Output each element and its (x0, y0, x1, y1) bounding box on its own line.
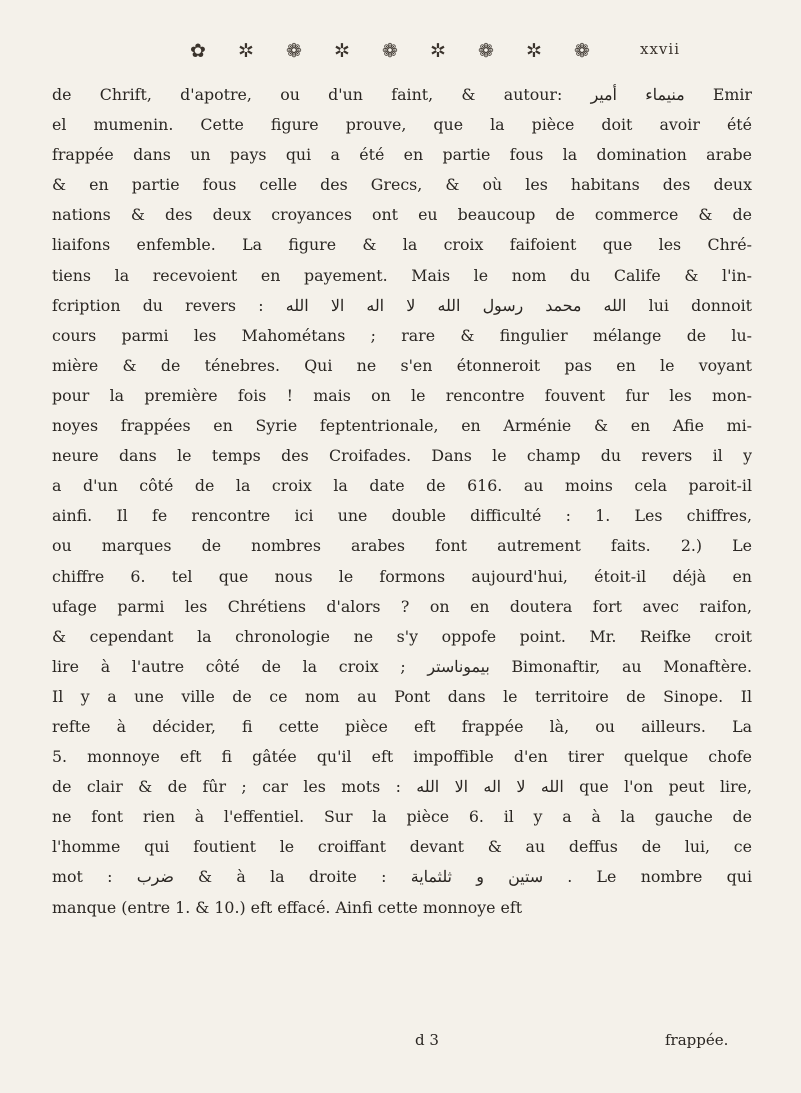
text-line: frappée dans un pays qui a été en partie fous la domination arabe (52, 145, 752, 165)
text-line: ou marques de nombres arabes font autrement faits. 2.) Le (52, 536, 752, 556)
text-line: ne font rien à l'effentiel. Sur la pièce 6. il y a à la gauche de (52, 807, 752, 827)
ornament-icon: ❁ (574, 40, 590, 62)
text-line: el mumenin. Cette figure prouve, que la pièce doit avoir été (52, 115, 752, 135)
text-line: pour la première fois ! mais on le rencontre fouvent fur les mon- (52, 385, 752, 405)
text-line: cours parmi les Mahométans ; rare & fingulier mélange de lu- (52, 325, 752, 345)
page-number: xxvii (640, 40, 680, 58)
text-line: manque (entre 1. & 10.) eft effacé. Ainfi cette monnoye eft (52, 897, 523, 917)
text-line: nations & des deux croyances ont eu beaucoup de commerce & de (52, 205, 752, 225)
body-text (52, 80, 752, 923)
text-line: & cependant la chronologie ne s'y oppofe point. Mr. Reifke croit (52, 626, 752, 646)
text-line: l'homme qui foutient le croiffant devant & au deffus de lui, ce (52, 837, 752, 857)
text-line: chiffre 6. tel que nous le formons aujourd'hui, étoit-il déjà en (52, 566, 752, 586)
text-line: neure dans le temps des Croifades. Dans le champ du revers il y (52, 446, 752, 466)
text-line: a d'un côté de la croix la date de 616. au moins cela paroit-il (52, 476, 752, 496)
ornament-icon: ✲ (526, 40, 542, 62)
text-line: noyes frappées en Syrie feptentrionale, en Arménie & en Afie mi- (52, 416, 752, 436)
text-line: de clair & de fûr ; car les mots : الله لا اله الا الله que l'on peut lire, (52, 777, 752, 797)
ornament-icon: ✲ (430, 40, 446, 62)
text-line: de Chrift, d'apotre, ou d'un faint, & autour: منيماء أمير Emir (52, 85, 752, 104)
text-line: ufage parmi les Chrétiens d'alors ? on en doutera fort avec raifon, (52, 596, 752, 616)
text-line: & en partie fous celle des Grecs, & où les habitans des deux (52, 175, 752, 195)
text-line: fcription du revers : الله محمد رسول الله لا اله الا الله lui donnoit (52, 295, 752, 315)
text-line: 5. monnoye eft fi gâtée qu'il eft impoffible d'en tirer quelque chofe (52, 747, 752, 767)
text-line: liaifons enfemble. La figure & la croix faifoient que les Chré- (52, 235, 752, 255)
ornament-icon: ✲ (238, 40, 254, 62)
text-line: refte à décider, fi cette pièce eft frappée là, ou ailleurs. La (52, 716, 752, 736)
ornament-icon: ❁ (286, 40, 302, 62)
text-line: Il y a une ville de ce nom au Pont dans le territoire de Sinope. Il (52, 686, 752, 706)
text-line: tiens la recevoient en payement. Mais le nom du Calife & l'in- (52, 265, 752, 285)
ornament-icon: ❁ (382, 40, 398, 62)
signature-mark: d 3 (415, 1031, 439, 1049)
text-line: lire à l'autre côté de la croix ; بيموناستر Bimonaftir, au Monaftère. (52, 656, 752, 676)
ornament-icon: ✿ (190, 40, 206, 62)
ornament-icon: ❁ (478, 40, 494, 62)
text-line: ainfi. Il fe rencontre ici une double difficulté : 1. Les chiffres, (52, 506, 752, 526)
ornament-icon: ✲ (334, 40, 350, 62)
text-line: mot : ضرب & à la droite : ستين و ثلثماية . Le nombre qui (52, 867, 753, 887)
catchword: frappée. (665, 1031, 729, 1049)
header-ornament-row (190, 40, 590, 62)
text-line: mière & de ténebres. Qui ne s'en étonneroit pas en le voyant (52, 355, 752, 375)
